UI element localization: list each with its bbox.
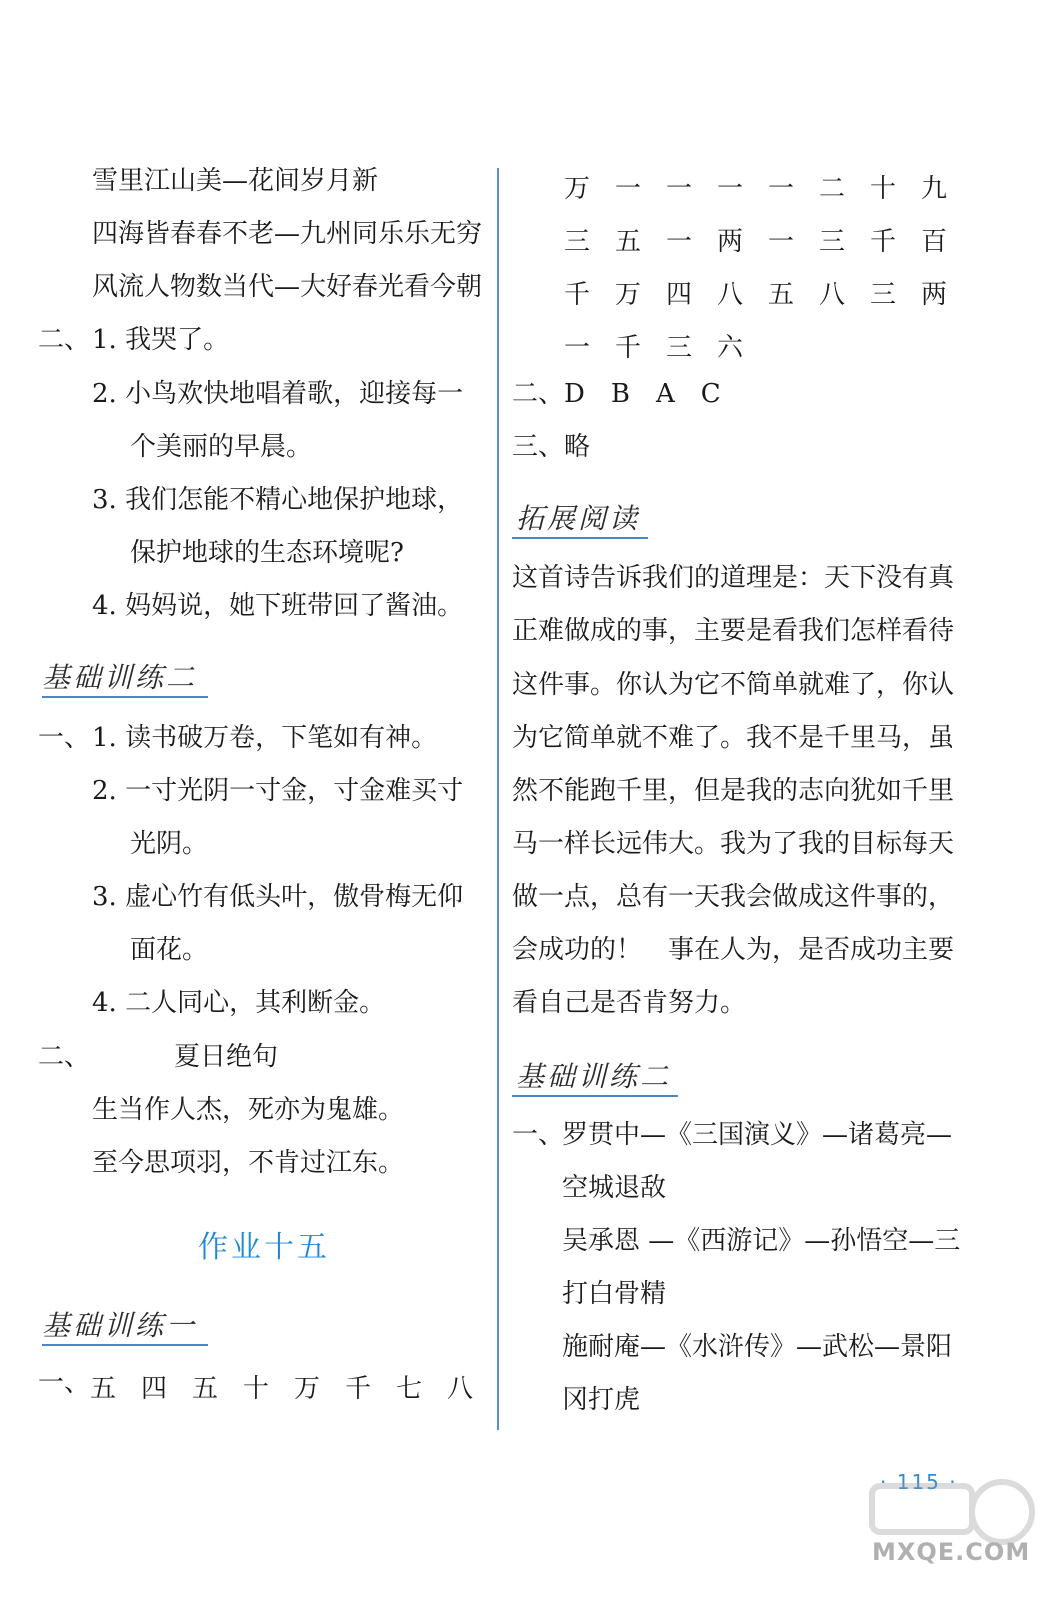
grid-char: 三 bbox=[665, 333, 692, 363]
number-char: 八 bbox=[446, 1374, 473, 1404]
grid-char: 千 bbox=[563, 280, 590, 310]
section-underline bbox=[512, 537, 648, 539]
grid-char: 一 bbox=[716, 174, 743, 204]
reading-line: 这件事。你认为它不简单就难了，你认 bbox=[512, 670, 955, 700]
reading-line: 然不能跑千里，但是我的志向犹如千里 bbox=[512, 776, 955, 806]
poem-line-1: 生当作人杰，死亦为鬼雄。 bbox=[92, 1095, 405, 1125]
number-char: 四 bbox=[140, 1374, 167, 1404]
section-heading-label: 基础训练二 bbox=[42, 661, 198, 694]
proverb-2-cont: 光阴。 bbox=[130, 829, 209, 859]
couplet-2: 四海皆春春不老—九州同乐乐无穷 bbox=[92, 219, 483, 249]
reading-line: 马一样长远伟大。我为了我的目标每天 bbox=[512, 829, 955, 859]
grid-char: 一 bbox=[614, 174, 641, 204]
novel-line: 空城退敌 bbox=[562, 1173, 667, 1203]
reading-line: 正难做成的事，主要是看我们怎样看待 bbox=[512, 616, 955, 646]
grid-char: 一 bbox=[767, 227, 794, 257]
novel-line: 打白骨精 bbox=[562, 1279, 667, 1309]
grid-char: 百 bbox=[920, 227, 947, 257]
grid-char: 万 bbox=[563, 174, 590, 204]
reading-line: 看自己是否肯努力。 bbox=[512, 988, 747, 1018]
section-underline bbox=[42, 1344, 208, 1346]
sentence-3-cont: 保护地球的生态环境呢? bbox=[130, 538, 404, 568]
number-char: 千 bbox=[344, 1374, 371, 1404]
proverb-1: 1. 读书破万卷，下笔如有神。 bbox=[92, 723, 438, 753]
section-heading-label: 基础训练一 bbox=[42, 1309, 198, 1342]
grid-char: 一 bbox=[767, 174, 794, 204]
novel-line: 冈打虎 bbox=[562, 1385, 641, 1415]
number-char: 五 bbox=[191, 1374, 218, 1404]
homework-title: 作业十五 bbox=[198, 1230, 330, 1265]
proverb-3: 3. 虚心竹有低头叶，傲骨梅无仰 bbox=[92, 882, 464, 912]
grid-char: 九 bbox=[920, 174, 947, 204]
grid-char: 四 bbox=[665, 280, 692, 310]
reading-line: 会成功的！ 事在人为，是否成功主要 bbox=[512, 935, 955, 965]
grid-char: 二 bbox=[818, 174, 845, 204]
section-underline bbox=[42, 696, 208, 698]
couplet-1: 雪里江山美—花间岁月新 bbox=[92, 166, 379, 196]
answers-part3: 三、略 bbox=[512, 432, 591, 462]
grid-char: 八 bbox=[818, 280, 845, 310]
number-char: 五 bbox=[89, 1374, 116, 1404]
grid-char: 六 bbox=[716, 333, 743, 363]
grid-char: 千 bbox=[614, 333, 641, 363]
proverb-2: 2. 一寸光阴一寸金，寸金难买寸 bbox=[92, 776, 464, 806]
answers-part2: 二、D B A C bbox=[512, 379, 721, 409]
proverbs-prefix: 一、 bbox=[38, 723, 91, 753]
grid-char: 两 bbox=[716, 227, 743, 257]
grid-char: 一 bbox=[665, 174, 692, 204]
grid-char: 八 bbox=[716, 280, 743, 310]
grid-char: 三 bbox=[818, 227, 845, 257]
numbers-prefix: 一、 bbox=[38, 1368, 91, 1398]
reading-line: 为它简单就不难了。我不是千里马，虽 bbox=[512, 723, 955, 753]
novel-line: 罗贯中—《三国演义》—诸葛亮— bbox=[562, 1120, 953, 1150]
sentence-2: 2. 小鸟欢快地唱着歌，迎接每一 bbox=[92, 379, 464, 409]
reading-line: 这首诗告诉我们的道理是：天下没有真 bbox=[512, 563, 955, 593]
number-char: 十 bbox=[242, 1374, 269, 1404]
sentence-1: 1. 我哭了。 bbox=[92, 325, 230, 355]
grid-char: 一 bbox=[563, 333, 590, 363]
grid-char: 十 bbox=[869, 174, 896, 204]
number-char: 万 bbox=[293, 1374, 320, 1404]
page-number: · 115 · bbox=[880, 1470, 958, 1494]
novel-line: 吴承恩 —《西游记》—孙悟空—三 bbox=[562, 1226, 961, 1256]
grid-char: 千 bbox=[869, 227, 896, 257]
sentence-3: 3. 我们怎能不精心地保护地球， bbox=[92, 485, 464, 515]
grid-char: 三 bbox=[869, 280, 896, 310]
poem-title: 夏日绝句 bbox=[174, 1042, 279, 1072]
number-char: 七 bbox=[395, 1374, 422, 1404]
proverb-4: 4. 二人同心，其利断金。 bbox=[92, 988, 386, 1018]
grid-char: 五 bbox=[767, 280, 794, 310]
novels-prefix: 一、 bbox=[512, 1120, 565, 1150]
section-heading-label: 基础训练二 bbox=[516, 1060, 672, 1093]
proverb-3-cont: 面花。 bbox=[130, 935, 209, 965]
novel-line: 施耐庵—《水浒传》—武松—景阳 bbox=[562, 1332, 953, 1362]
grid-char: 五 bbox=[614, 227, 641, 257]
watermark-text: MXQE.COM bbox=[872, 1538, 1031, 1566]
grid-char: 两 bbox=[920, 280, 947, 310]
sentence-4: 4. 妈妈说，她下班带回了酱油。 bbox=[92, 591, 464, 621]
poem-line-2: 至今思项羽，不肯过江东。 bbox=[92, 1148, 405, 1178]
sentence-2-cont: 个美丽的早晨。 bbox=[130, 432, 313, 462]
couplet-3: 风流人物数当代—大好春光看今朝 bbox=[92, 272, 483, 302]
part2-prefix: 二、 bbox=[38, 325, 91, 355]
grid-char: 一 bbox=[665, 227, 692, 257]
section-underline bbox=[512, 1095, 678, 1097]
reading-line: 做一点，总有一天我会做成这件事的， bbox=[512, 882, 955, 912]
poem-prefix: 二、 bbox=[38, 1042, 91, 1072]
section-heading-label: 拓展阅读 bbox=[516, 502, 641, 535]
column-divider bbox=[497, 168, 499, 1430]
grid-char: 万 bbox=[614, 280, 641, 310]
grid-char: 三 bbox=[563, 227, 590, 257]
